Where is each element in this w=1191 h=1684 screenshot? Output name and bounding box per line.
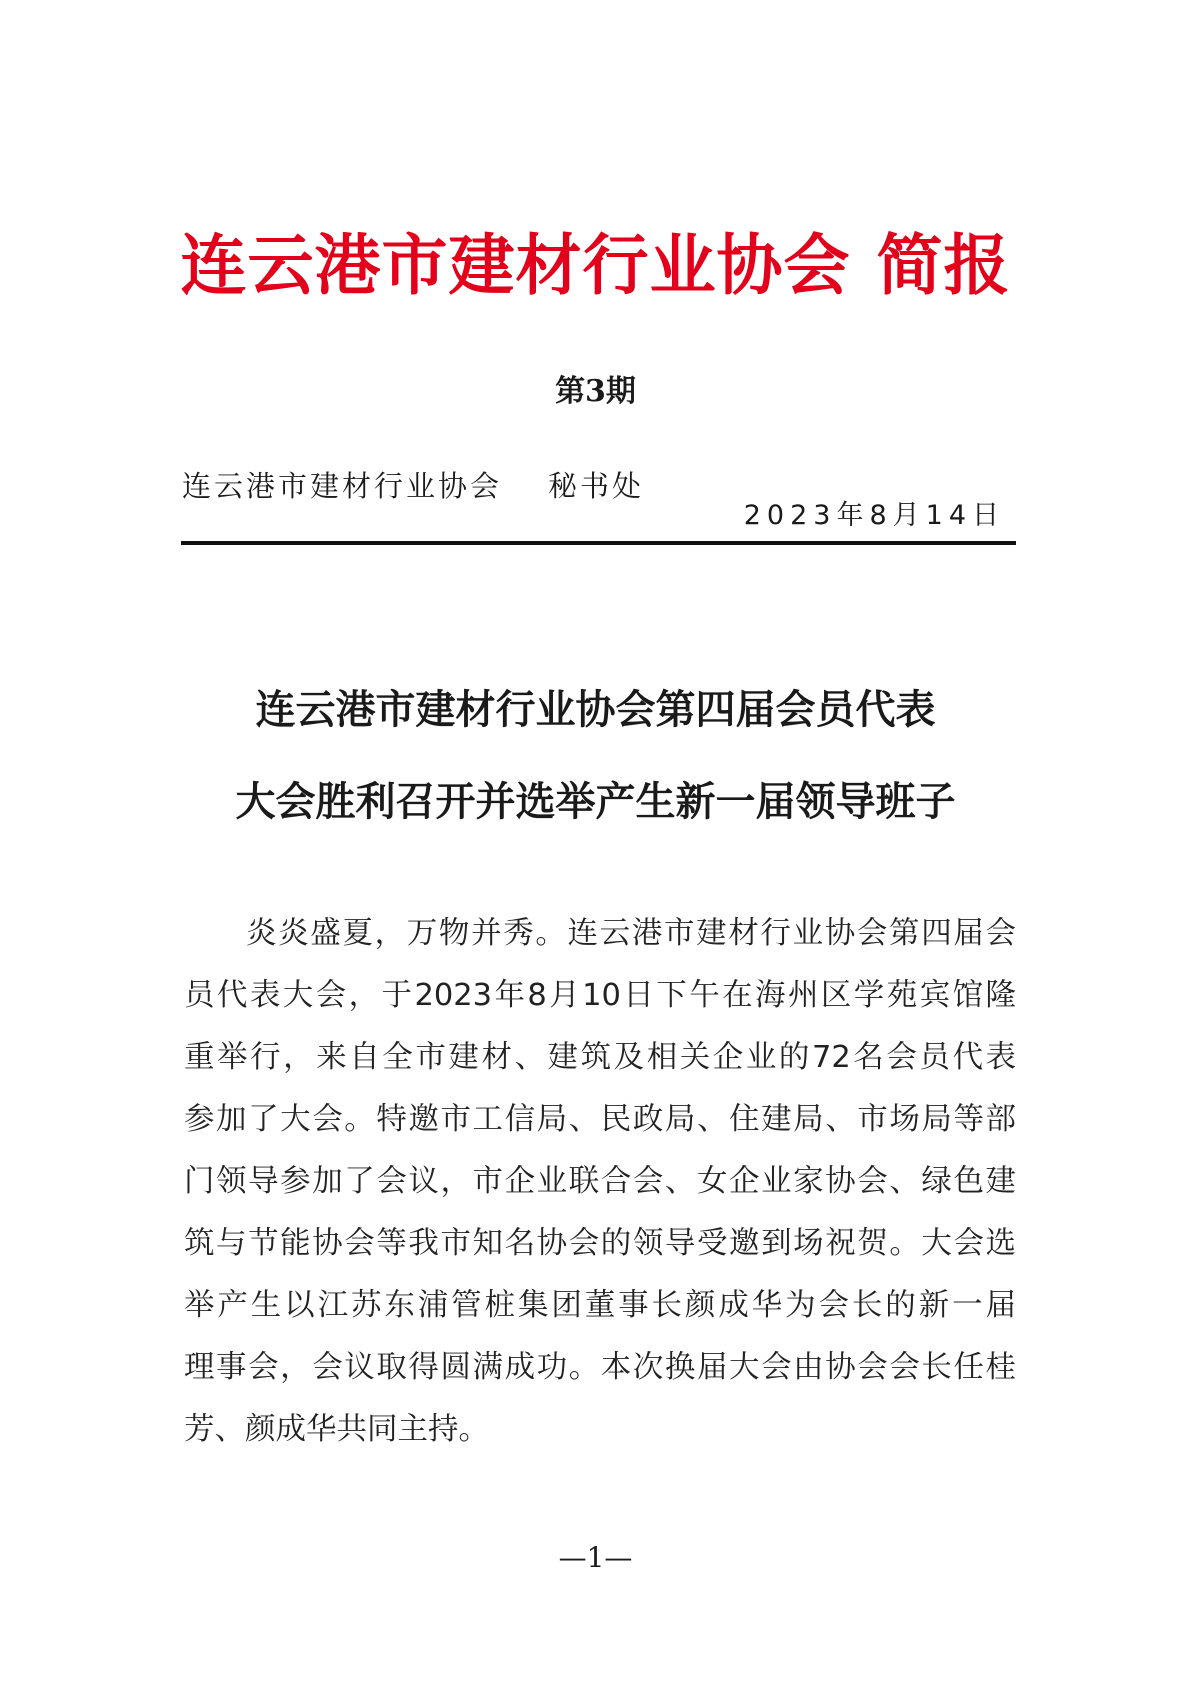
masthead-suffix: 简报 <box>876 227 1011 304</box>
article-body <box>184 903 1016 1461</box>
body-line: 参加了大会。特邀市工信局、民政局、住建局、市场局等部 <box>184 1102 1016 1137</box>
body-line: 筑与节能协会等我市知名协会的领导受邀到场祝贺。大会选 <box>184 1226 1016 1261</box>
header-divider <box>181 541 1016 545</box>
bulletin-masthead <box>0 226 1191 306</box>
headline-line-2: 大会胜利召开并选举产生新一届领导班子 <box>235 779 956 825</box>
issuer <box>182 466 644 506</box>
issue-date: 2023年8月14日 <box>743 500 1005 531</box>
body-line: 炎炎盛夏，万物并秀。连云港市建材行业协会第四届会 <box>246 916 1016 951</box>
body-line: 门领导参加了会议，市企业联合会、女企业家协会、绿色建 <box>184 1164 1016 1199</box>
body-line: 芳、颜成华共同主持。 <box>184 1412 489 1447</box>
issuer-dept: 秘书处 <box>548 469 645 503</box>
body-line: 理事会，会议取得圆满成功。本次换届大会由协会会长任桂 <box>184 1350 1016 1385</box>
headline-line-1: 连云港市建材行业协会第四届会员代表 <box>255 687 936 733</box>
masthead-title: 连云港市建材行业协会 <box>180 227 851 304</box>
page-number: —1— <box>558 1541 633 1574</box>
body-line: 举产生以江苏东浦管桩集团董事长颜成华为会长的新一届 <box>184 1288 1016 1323</box>
article-headline <box>0 664 1191 848</box>
issuer-org: 连云港市建材行业协会 <box>182 469 503 503</box>
body-line: 重举行，来自全市建材、建筑及相关企业的72名会员代表 <box>184 1040 1016 1075</box>
issue-number: 第3期 <box>555 374 636 409</box>
body-line: 员代表大会，于2023年8月10日下午在海州区学苑宾馆隆 <box>184 978 1016 1013</box>
